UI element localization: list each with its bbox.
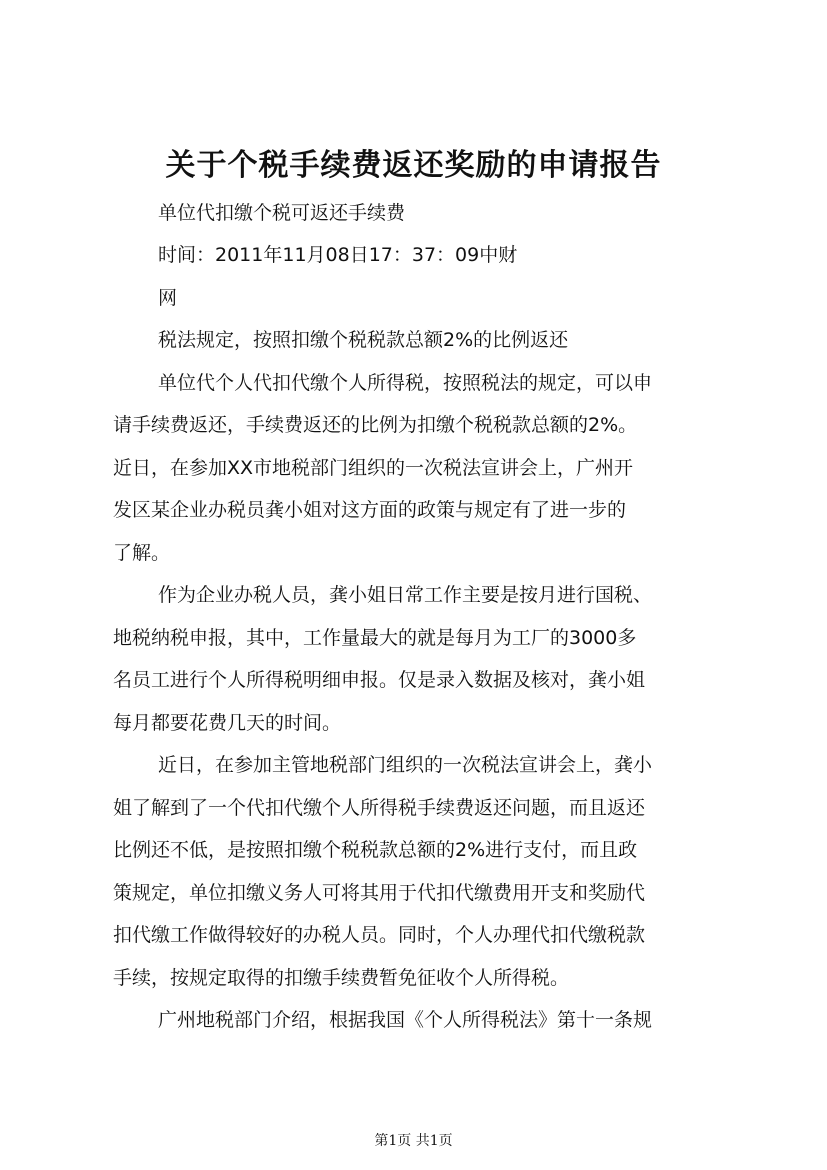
line-16: 比例还不低，是按照扣缴个税税款总额的2%进行支付，而且政 [113,839,638,861]
line-15: 姐了解到了一个代扣代缴个人所得税手续费返还问题，而且返还 [113,797,646,819]
line-5: 单位代个人代扣代缴个人所得税，按照税法的规定，可以申 [158,372,653,394]
line-13: 每月都要花费几天的时间。 [113,712,342,734]
line-17: 策规定，单位扣缴义务人可将其用于代扣代缴费用开支和奖励代 [113,882,646,904]
document-title: 关于个税手续费返还奖励的申请报告 [165,148,662,183]
line-12: 名员工进行个人所得税明细申报。仅是录入数据及核对，龚小姐 [113,669,646,691]
line-19: 手续，按规定取得的扣缴手续费暂免征收个人所得税。 [113,967,570,989]
line-8: 发区某企业办税员龚小姐对这方面的政策与规定有了进一步的 [113,499,627,521]
page-footer: 第1页 共1页 [374,1133,453,1149]
line-11: 地税纳税申报，其中，工作量最大的就是每月为工厂的3000多 [113,627,637,649]
line-1: 单位代扣缴个税可返还手续费 [158,202,406,224]
line-10: 作为企业办税人员，龚小姐日常工作主要是按月进行国税、 [158,584,653,606]
line-2: 时间：2011年11月08日17：37：09中财 [158,244,518,266]
line-9: 了解。 [113,542,171,564]
line-3: 网 [158,287,178,309]
line-7: 近日，在参加XX市地税部门组织的一次税法宣讲会上，广州开 [113,457,634,479]
line-6: 请手续费返还，手续费返还的比例为扣缴个税税款总额的2%。 [113,414,638,436]
line-14: 近日，在参加主管地税部门组织的一次税法宣讲会上，龚小 [158,754,653,776]
line-18: 扣代缴工作做得较好的办税人员。同时，个人办理代扣代缴税款 [113,924,646,946]
line-4: 税法规定，按照扣缴个税税款总额2%的比例返还 [158,329,569,351]
line-20: 广州地税部门介绍，根据我国《个人所得税法》第十一条规 [158,1009,653,1031]
